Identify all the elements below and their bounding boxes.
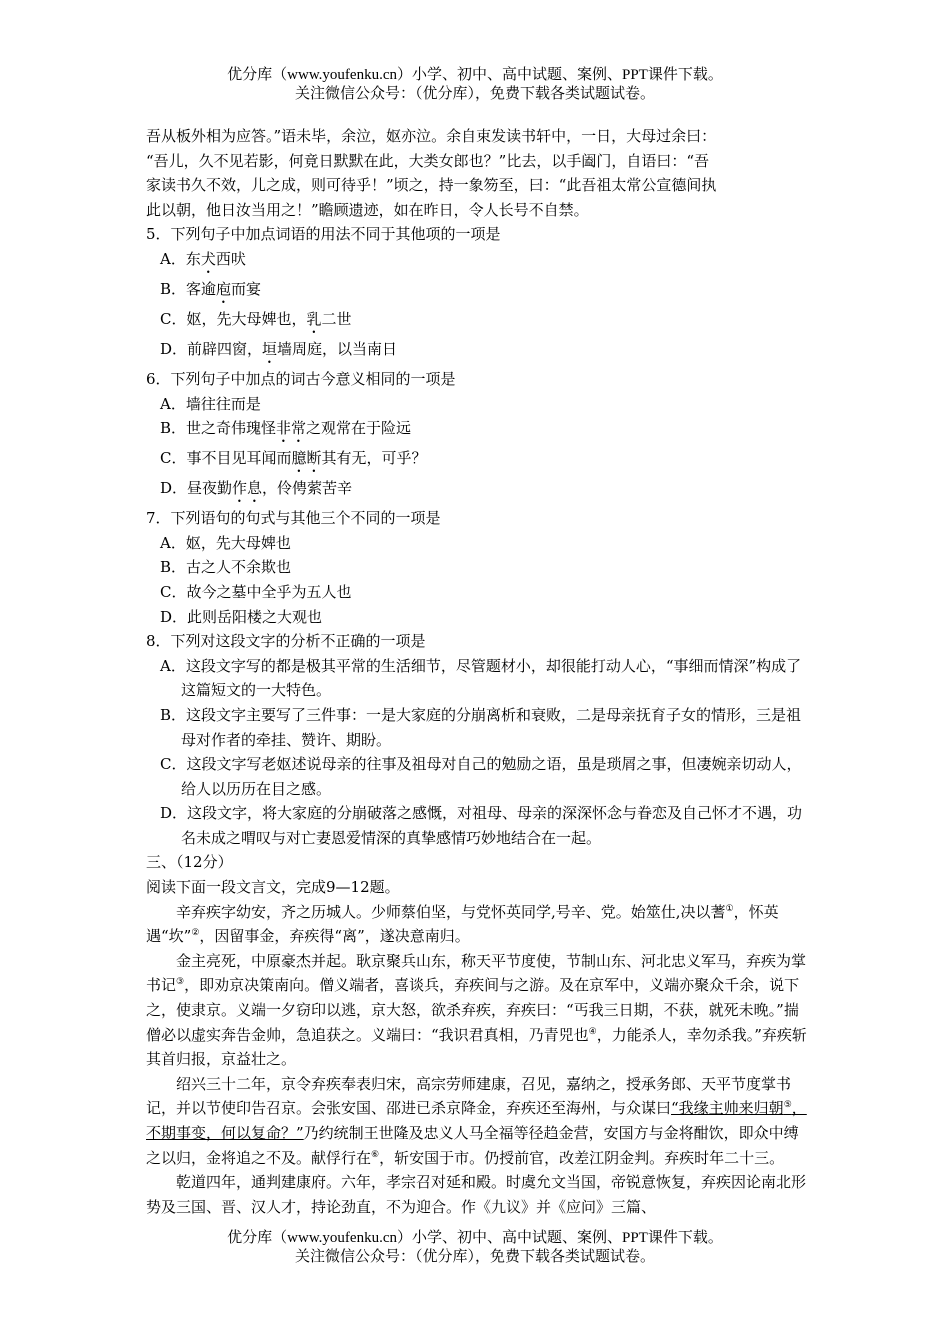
footnote-marker: ⑥ xyxy=(371,1149,380,1160)
header-line-1: 优分库（www.youfenku.cn）小学、初中、高中试题、案例、PPT课件下载。 xyxy=(227,67,723,83)
q7-option-b: B．古之人不余欺也 xyxy=(160,558,292,577)
footnote-marker: ② xyxy=(191,928,200,939)
q6-option-a: A．墙往往而是 xyxy=(160,394,261,413)
passage-line: 此以朝，他日汝当用之！”瞻顾遗迹，如在昨日，令人长号不自禁。 xyxy=(146,200,589,219)
q8-option-b: B．这段文字主要写了三件事：一是大家庭的分崩离析和衰败，二是母亲抚育子女的情形，三是祖母对作者的牵挂、赞许、期盼。 xyxy=(160,705,802,749)
section-title: 三、（12分） xyxy=(146,853,233,872)
q5-option-d: D．前辟四窗，垣墙周庭，以当南日 xyxy=(160,339,398,358)
footnote-marker: ③ xyxy=(176,977,185,988)
q8-option-c: C．这段文字写老妪述说母亲的往事及祖母对自己的勉励之语，虽是琐屑之事，但凄婉亲切动人，给人以历历在目之感。 xyxy=(160,755,802,798)
question-7-stem: 7．下列语句的句式与其他三个不同的一项是 xyxy=(146,509,441,528)
q7-option-d: D．此则岳阳楼之大观也 xyxy=(160,607,323,626)
classical-text-paragraph: 绍兴三十二年，京令弃疾奉表归宋，高宗劳师建康，召见，嘉纳之，授承务郎、天平节度掌书记，并以节使印告召京。会张安国、邵进已杀京降金，弃疾还至海州，与众谋曰“我缘主帅来归朝⑤，不期事变，何以复命？”乃约统制王世隆及忠义人马全福等径趋金营，安国方与金将酣饮，即众中缚之以归，金将追之不及。献俘行在⑥，斩安国于市。仍授前官，改差江阴金判。弃疾时年二十三。 xyxy=(146,1074,807,1167)
q6-option-b: B．世之奇伟瑰怪非常之观常在于险远 xyxy=(160,419,412,438)
q5-option-b: B．客逾庖而宴 xyxy=(160,279,262,298)
footer-line-1: 优分库（www.youfenku.cn）小学、初中、高中试题、案例、PPT课件下载。 xyxy=(227,1230,723,1246)
q7-option-c: C．故今之墓中全乎为五人也 xyxy=(160,582,352,601)
section-instruction: 阅读下面一段文言文，完成9—12题。 xyxy=(146,878,400,897)
classical-text-paragraph: 乾道四年，通判建康府。六年，孝宗召对延和殿。时虞允文当国，帝锐意恢复，弃疾因论南北形势及三国、晋、汉人才，持论劲直，不为迎合。作《九议》并《应问》三篇、 xyxy=(146,1173,807,1216)
header-line-2: 关注微信公众号：（优分库），免费下载各类试题试卷。 xyxy=(294,86,655,102)
q6-option-c: C．事不目见耳闻而臆断其有无，可乎？ xyxy=(160,449,427,468)
passage-line: “吾儿，久不见若影，何竟日默默在此，大类女郎也？”比去，以手阖门，自语曰：“吾 xyxy=(146,151,710,170)
q5-option-c: C．妪，先大母婢也，乳二世 xyxy=(160,309,352,328)
q6-option-d: D．昼夜勤作息，伶俜萦苦辛 xyxy=(160,479,353,498)
page-header xyxy=(0,66,950,104)
footnote-marker: ⑤ xyxy=(783,1100,792,1111)
question-5-stem: 5．下列句子中加点词语的用法不同于其他项的一项是 xyxy=(146,225,501,244)
footer-line-2: 关注微信公众号：（优分库），免费下载各类试题试卷。 xyxy=(294,1249,655,1265)
q7-option-a: A．妪，先大母婢也 xyxy=(160,533,291,552)
question-6-stem: 6．下列句子中加点的词古今意义相同的一项是 xyxy=(146,369,456,388)
q8-option-a: A．这段文字写的都是极其平常的生活细节，尽管题材小，却很能打动人心，“事细而情深”构成了这篇短文的一大特色。 xyxy=(160,656,802,700)
classical-text-paragraph: 辛弃疾字幼安，齐之历城人。少师蔡伯坚，与党怀英同学,号辛、党。始筮仕,决以蓍①，怀英遇“坎”②，因留事金，弃疾得“离”，遂决意南归。 xyxy=(146,902,779,946)
footnote-marker: ④ xyxy=(588,1026,597,1037)
passage-line: 吾从板外相为应答。”语未毕，余泣，妪亦泣。余自束发读书轩中，一日，大母过余曰： xyxy=(146,127,717,145)
passage-line: 家读书久不效，儿之成，则可待乎！”顷之，持一象笏至，曰：“此吾祖太常公宣德间执 xyxy=(146,176,717,195)
footnote-marker: ① xyxy=(725,903,734,914)
document-body xyxy=(146,124,812,1219)
classical-text-paragraph: 金主亮死，中原豪杰并起。耿京聚兵山东，称天平节度使，节制山东、河北忠义军马，弃疾为掌书记③，即劝京决策南向。僧义端者，喜谈兵，弃疾间与之游。及在京军中，义端亦聚众千余，说下之，使隶京。义端一夕窃印以逃，京大怒，欲杀弃疾，弃疾曰：“丐我三日期，不获，就死未晚。”揣僧必以虚实奔告金帅，急追获之。义端曰：“我识君真相，乃青兕也④，力能杀人，幸勿杀我。”弃疾斩其首归报，京益壮之。 xyxy=(146,951,807,1069)
q8-option-d: D．这段文字，将大家庭的分崩破落之感慨，对祖母、母亲的深深怀念与眷恋及自己怀才不遇，功名未成之喟叹与对亡妻恩爱情深的真挚感情巧妙地结合在一起。 xyxy=(160,804,803,847)
page-footer xyxy=(0,1229,950,1267)
underlined-sentence: “我缘主帅来归朝⑤，不期事变，何以复命？” xyxy=(146,1099,807,1142)
q5-option-a: A．东犬西吠 xyxy=(160,249,246,268)
question-8-stem: 8．下列对这段文字的分析不正确的一项是 xyxy=(146,632,426,651)
